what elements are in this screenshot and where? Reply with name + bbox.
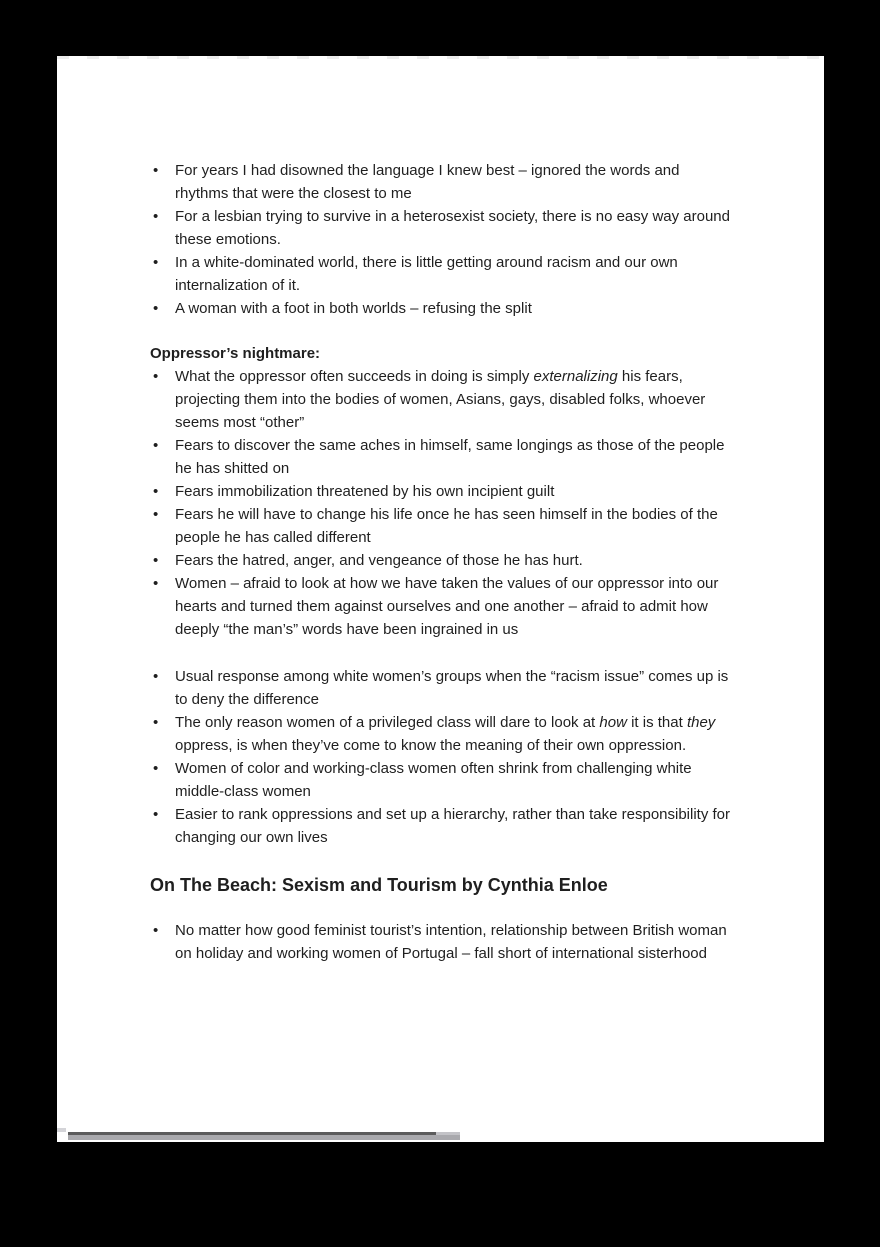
bullet-icon: • [153,437,159,454]
bullet-icon: • [153,506,159,523]
bullet-icon: • [153,208,159,225]
page-bottom-artifact [68,1132,460,1140]
bullet-item [150,572,736,641]
bullet-item [150,503,736,549]
bullet-item [150,297,736,320]
bullet-icon: • [153,162,159,179]
bullet-text: Fears immobilization threatened by his own incipient guilt [175,483,555,500]
page-edge-artifact [57,1128,66,1132]
bullet-item [150,480,736,503]
bullet-text: Fears to discover the same aches in himself, same longings as those of the people he has shitted on [175,437,725,477]
bullet-text: In a white-dominated world, there is little getting around racism and our own internalization of it. [175,254,678,294]
document-content [150,159,736,965]
bullet-list [150,159,736,320]
bullet-text: Fears he will have to change his life once he has seen himself in the bodies of the people he has called different [175,506,718,546]
bullet-icon: • [153,922,159,939]
bullet-item [150,919,736,965]
bullet-list [150,665,736,849]
bullet-icon: • [153,254,159,271]
bullet-item [150,711,736,757]
bullet-icon: • [153,714,159,731]
bullet-text: What the oppressor often succeeds in doing is simply externalizing his fears, projecting them into the bodies of women, Asians, gays, disabled folks, whoever seems most “other” [175,368,706,431]
bullet-item [150,665,736,711]
bullet-icon: • [153,668,159,685]
bullet-text: The only reason women of a privileged class will dare to look at how it is that they oppress, is when they’ve come to know the meaning of their own oppression. [175,714,716,754]
bullet-icon: • [153,552,159,569]
document-heading-sub: Oppressor’s nightmare: [150,345,321,362]
bullet-icon: • [153,575,159,592]
artifact-top-line-cap [436,1132,460,1135]
bullet-item [150,757,736,803]
bullet-text: Fears the hatred, anger, and vengeance of those he has hurt. [175,552,583,569]
artifact-top-line [68,1132,460,1135]
artifact-bottom-band [68,1135,460,1140]
bullet-icon: • [153,806,159,823]
bullet-text: Women – afraid to look at how we have taken the values of our oppressor into our hearts and turned them against ourselves and one another – afraid to admit how deeply “the man’s” words have been ingrained in us [175,575,719,638]
bullet-text: For a lesbian trying to survive in a heterosexist society, there is no easy way around these emotions. [175,208,730,248]
document-page [57,56,824,1142]
bullet-item [150,549,736,572]
bullet-text: No matter how good feminist tourist’s intention, relationship between British woman on holiday and working women of Portugal – fall short of international sisterhood [175,922,727,962]
bullet-icon: • [153,760,159,777]
document-heading-main: On The Beach: Sexism and Tourism by Cynthia Enloe [150,875,608,895]
bullet-item [150,803,736,849]
bullet-text: Usual response among white women’s groups when the “racism issue” comes up is to deny the difference [175,668,729,708]
bullet-item [150,365,736,434]
bullet-icon: • [153,483,159,500]
bullet-text: A woman with a foot in both worlds – refusing the split [175,300,532,317]
bullet-text: For years I had disowned the language I knew best – ignored the words and rhythms that were the closest to me [175,162,680,202]
bullet-item [150,251,736,297]
bullet-text: Women of color and working-class women often shrink from challenging white middle-class women [175,760,692,800]
bullet-list [150,365,736,641]
bullet-icon: • [153,368,159,385]
bullet-item [150,205,736,251]
bullet-item [150,159,736,205]
bullet-icon: • [153,300,159,317]
bullet-item [150,434,736,480]
bullet-text: Easier to rank oppressions and set up a hierarchy, rather than take responsibility for changing our own lives [175,806,731,846]
bullet-list [150,919,736,965]
artifact-top-line-dark [68,1132,436,1135]
page-boundary-dashes [57,56,824,59]
